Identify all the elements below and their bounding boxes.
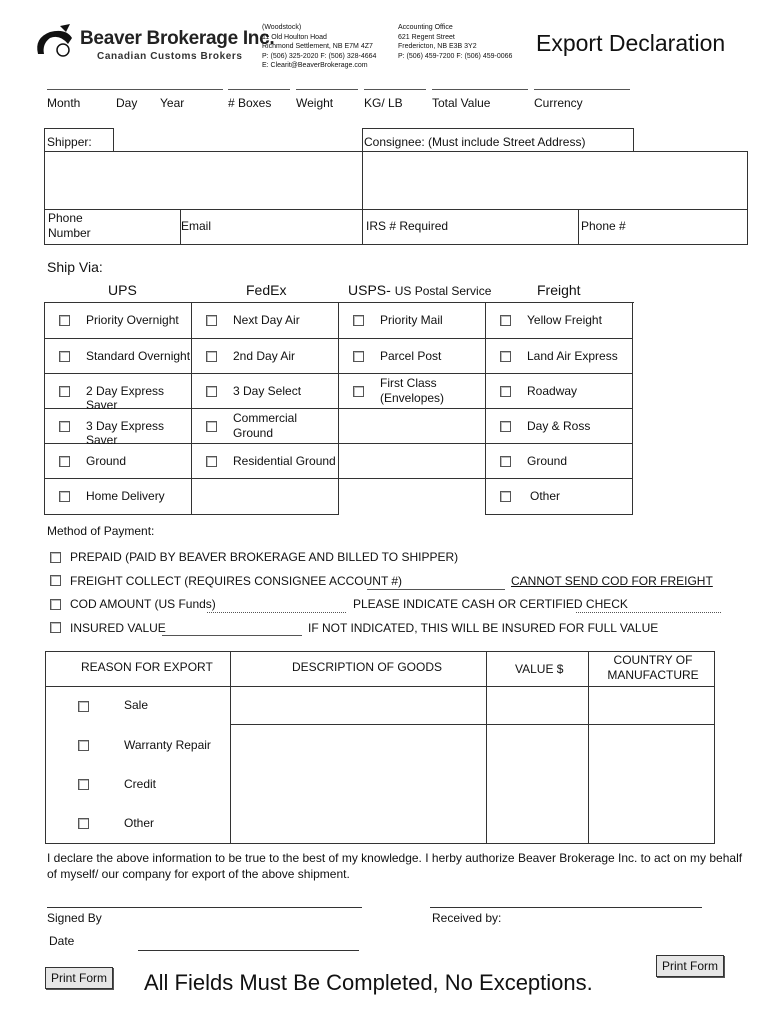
- received-by-line[interactable]: [430, 907, 702, 908]
- insured-note: IF NOT INDICATED, THIS WILL BE INSURED FOR FULL VALUE: [308, 621, 659, 635]
- reason-header: REASON FOR EXPORT: [46, 652, 231, 687]
- year-label: Year: [160, 96, 185, 110]
- freight-option[interactable]: Other: [486, 479, 633, 515]
- ups-option[interactable]: 2 Day Express Saver: [45, 374, 192, 409]
- insured-label: INSURED VALUE: [70, 621, 166, 635]
- usps-empty-cell: [339, 409, 486, 444]
- kg-lb-label: KG/ LB: [364, 96, 403, 110]
- ups-option[interactable]: Ground: [45, 444, 192, 479]
- checkbox[interactable]: [59, 456, 70, 467]
- ship-via-label: Ship Via:: [47, 259, 103, 275]
- checkbox[interactable]: [59, 386, 70, 397]
- carrier-usps-label: USPS-: [348, 282, 391, 298]
- reason-column: [46, 687, 231, 844]
- checkbox[interactable]: [206, 386, 217, 397]
- description-header: DESCRIPTION OF GOODS: [231, 652, 487, 687]
- carrier-usps-sub: US Postal Service: [394, 284, 492, 298]
- phone-label: Phone #: [581, 219, 626, 233]
- warranty-checkbox[interactable]: [78, 740, 89, 751]
- carrier-fedex: FedEx: [246, 282, 287, 298]
- credit-label: Credit: [124, 777, 157, 791]
- checkbox[interactable]: [500, 456, 511, 467]
- insured-value-field[interactable]: [162, 635, 302, 636]
- checkbox[interactable]: [206, 315, 217, 326]
- signed-by-label: Signed By: [47, 911, 102, 925]
- checkbox[interactable]: [500, 315, 511, 326]
- total-value-label: Total Value: [432, 96, 491, 110]
- value-cell[interactable]: [487, 687, 589, 725]
- description-cell[interactable]: [231, 725, 487, 844]
- checkbox[interactable]: [353, 315, 364, 326]
- signed-by-line[interactable]: [47, 907, 362, 908]
- ups-option[interactable]: 3 Day Express Saver: [45, 409, 192, 444]
- insured-checkbox[interactable]: [50, 622, 61, 633]
- cash-check-field[interactable]: [576, 612, 721, 613]
- fedex-option[interactable]: Next Day Air: [192, 303, 339, 339]
- date-label: Date: [49, 934, 75, 948]
- month-label: Month: [47, 96, 81, 110]
- declaration-text: I declare the above information to be true to the best of my knowledge. I herby authorize Beaver Brokerage Inc. to act on my behalf of myself/ our company for export of the above shipment.: [47, 851, 743, 881]
- print-form-button-right[interactable]: Print Form: [656, 955, 724, 977]
- prepaid-label: PREPAID (PAID BY BEAVER BROKERAGE AND BILLED TO SHIPPER): [70, 550, 459, 564]
- received-by-label: Received by:: [432, 911, 502, 925]
- cod-amount-field[interactable]: [207, 612, 346, 613]
- credit-checkbox[interactable]: [78, 779, 89, 790]
- date-field[interactable]: [47, 89, 223, 90]
- consignee-label: Consignee: (Must include Street Address): [364, 135, 586, 149]
- checkbox[interactable]: [500, 386, 511, 397]
- freight-option[interactable]: Land Air Express: [486, 339, 633, 374]
- ups-option[interactable]: Priority Overnight: [45, 303, 192, 339]
- checkbox[interactable]: [59, 421, 70, 432]
- weight-label: Weight: [296, 96, 334, 110]
- email-label: Email: [181, 219, 212, 233]
- shipper-label: Shipper:: [47, 135, 92, 149]
- phone-number-label: Phone Number: [48, 211, 91, 240]
- usps-option[interactable]: Parcel Post: [339, 339, 486, 374]
- office-accounting: Accounting Office 621 Regent Street Fredericton, NB E3B 3Y2 P: (506) 459-7200 F: (506) 459-0066: [398, 24, 513, 60]
- value-cell[interactable]: [487, 725, 589, 844]
- day-label: Day: [116, 96, 138, 110]
- goods-table: [45, 651, 715, 844]
- fedex-option[interactable]: Commercial Ground: [192, 409, 339, 444]
- usps-empty-cell: [339, 479, 486, 515]
- checkbox[interactable]: [59, 491, 70, 502]
- country-header: COUNTRY OF MANUFACTURE: [589, 652, 715, 687]
- checkbox[interactable]: [59, 315, 70, 326]
- currency-field[interactable]: [534, 89, 630, 90]
- freight-option[interactable]: Yellow Freight: [486, 303, 633, 339]
- fedex-option[interactable]: 3 Day Select: [192, 374, 339, 409]
- company-name: Beaver Brokerage Inc.: [80, 28, 275, 49]
- cod-checkbox[interactable]: [50, 599, 61, 610]
- page-title: Export Declaration: [536, 30, 726, 56]
- checkbox[interactable]: [59, 351, 70, 362]
- parties-divider: [44, 209, 748, 210]
- cannot-cod-note: CANNOT SEND COD FOR FREIGHT: [511, 574, 713, 588]
- date-line[interactable]: [138, 950, 359, 951]
- country-cell[interactable]: [589, 687, 715, 725]
- company-subtitle: Canadian Customs Brokers: [97, 51, 243, 62]
- checkbox[interactable]: [206, 456, 217, 467]
- value-header: VALUE $: [487, 652, 589, 687]
- fedex-empty-cell: [192, 479, 339, 515]
- checkbox[interactable]: [500, 351, 511, 362]
- fedex-option[interactable]: 2nd Day Air: [192, 339, 339, 374]
- print-form-button-left[interactable]: Print Form: [45, 967, 113, 989]
- usps-option[interactable]: Priority Mail: [339, 303, 486, 339]
- freight-option[interactable]: Day & Ross: [486, 409, 633, 444]
- freight-option[interactable]: Roadway: [486, 374, 633, 409]
- country-cell[interactable]: [589, 725, 715, 844]
- checkbox[interactable]: [353, 351, 364, 362]
- footer-notice: All Fields Must Be Completed, No Exceptions.: [144, 970, 593, 995]
- cash-check-note: PLEASE INDICATE CASH OR CERTIFIED CHECK: [353, 597, 628, 611]
- carrier-freight: Freight: [537, 282, 581, 298]
- checkbox[interactable]: [500, 421, 511, 432]
- kg-lb-field[interactable]: [364, 89, 426, 90]
- currency-label: Currency: [534, 96, 583, 110]
- ups-option[interactable]: Home Delivery: [45, 479, 192, 515]
- ship-via-grid: [44, 302, 634, 515]
- carrier-ups: UPS: [108, 282, 137, 298]
- checkbox[interactable]: [353, 386, 364, 397]
- prepaid-checkbox[interactable]: [50, 552, 61, 563]
- boxes-field[interactable]: [228, 89, 290, 90]
- boxes-label: # Boxes: [228, 96, 272, 110]
- other-checkbox[interactable]: [78, 818, 89, 829]
- total-value-field[interactable]: [432, 89, 528, 90]
- company-logo: [30, 24, 80, 64]
- freight-collect-label: FREIGHT COLLECT (REQUIRES CONSIGNEE ACCOUNT #): [70, 574, 403, 588]
- checkbox[interactable]: [206, 351, 217, 362]
- office-woodstock: (Woodstock) 11 Old Houlton Hoad Richmond Settlement, NB E7M 4Z7 P: (506) 325-2020 F: (506) 328-4664 E: Clearit@BeaverBrokerage.com: [262, 24, 377, 69]
- checkbox[interactable]: [500, 491, 511, 502]
- sale-label: Sale: [124, 698, 149, 712]
- weight-field[interactable]: [296, 89, 358, 90]
- sale-checkbox[interactable]: [78, 701, 89, 712]
- usps-option[interactable]: First Class (Envelopes): [339, 374, 486, 409]
- checkbox[interactable]: [206, 421, 217, 432]
- usps-empty-cell: [339, 444, 486, 479]
- payment-label: Method of Payment:: [47, 524, 155, 538]
- description-cell[interactable]: [231, 687, 487, 725]
- cod-label: COD AMOUNT (US Funds): [70, 597, 216, 611]
- beaver-logo-icon: [30, 24, 80, 64]
- freight-option[interactable]: Ground: [486, 444, 633, 479]
- warranty-label: Warranty Repair: [124, 738, 211, 752]
- consignee-account-field[interactable]: [367, 589, 505, 590]
- fedex-option[interactable]: Residential Ground: [192, 444, 339, 479]
- carrier-usps: [348, 282, 491, 298]
- freight-collect-checkbox[interactable]: [50, 575, 61, 586]
- ups-option[interactable]: Standard Overnight: [45, 339, 192, 374]
- other-label: Other: [124, 816, 155, 830]
- irs-phone-divider: [578, 209, 579, 245]
- irs-label: IRS # Required: [366, 219, 449, 233]
